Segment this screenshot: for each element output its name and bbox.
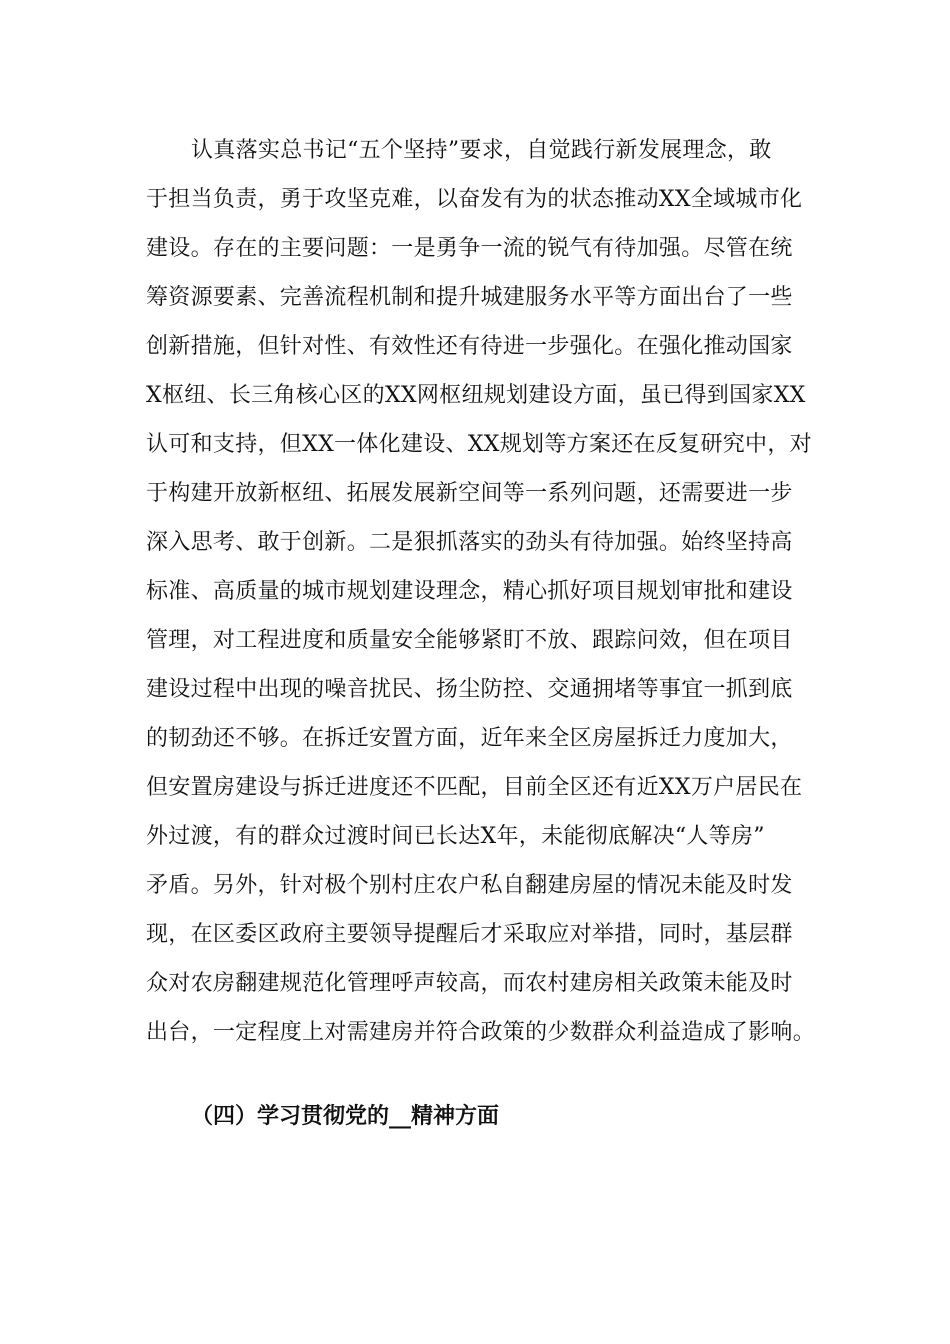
- paragraph-line: 建设。存在的主要问题：一是勇争一流的锐气有待加强。尽管在统: [146, 236, 793, 261]
- paragraph-line: 创新措施，但针对性、有效性还有待进一步强化。在强化推动国家: [146, 334, 793, 359]
- section-heading: （四）学习贯彻党的__精神方面: [191, 1104, 500, 1129]
- paragraph-line: 建设过程中出现的噪音扰民、扬尘防控、交通拥堵等事宜一抓到底: [146, 677, 793, 702]
- paragraph-line: 于担当负责，勇于攻坚克难，以奋发有为的状态推动XX全域城市化: [146, 187, 803, 212]
- paragraph-line: 矛盾。另外，针对极个别村庄农户私自翻建房屋的情况未能及时发: [146, 873, 793, 898]
- paragraph-line: 众对农房翻建规范化管理呼声较高，而农村建房相关政策未能及时: [146, 971, 793, 996]
- paragraph-line: 但安置房建设与拆迁进度还不匹配，目前全区还有近XX万户居民在: [146, 775, 803, 800]
- paragraph-line: 出台，一定程度上对需建房并符合政策的少数群众利益造成了影响。: [146, 1020, 816, 1045]
- paragraph-line: 管理，对工程进度和质量安全能够紧盯不放、跟踪问效，但在项目: [146, 628, 793, 653]
- body-paragraph: [146, 126, 814, 1057]
- paragraph-line: 的韧劲还不够。在拆迁安置方面，近年来全区房屋拆迁力度加大，: [146, 726, 793, 751]
- paragraph-line: 外过渡，有的群众过渡时间已长达X年，未能彻底解决“人等房”: [146, 824, 765, 849]
- paragraph-line: 于构建开放新枢纽、拓展发展新空间等一系列问题，还需要进一步: [146, 481, 793, 506]
- paragraph-line: 深入思考、敢于创新。二是狠抓落实的劲头有待加强。始终坚持高: [146, 530, 793, 555]
- paragraph-line: 认可和支持，但XX一体化建设、XX规划等方案还在反复研究中，对: [146, 432, 812, 457]
- paragraph-line: 现，在区委区政府主要领导提醒后才采取应对举措，同时，基层群: [146, 922, 793, 947]
- paragraph-line: 认真落实总书记“五个坚持”要求，自觉践行新发展理念，敢: [191, 138, 772, 163]
- paragraph-line: 筹资源要素、完善流程机制和提升城建服务水平等方面出台了一些: [146, 285, 793, 310]
- paragraph-line: X枢纽、长三角核心区的XX网枢纽规划建设方面，虽已得到国家XX: [146, 383, 806, 408]
- paragraph-line: 标准、高质量的城市规划建设理念，精心抓好项目规划审批和建设: [146, 579, 793, 604]
